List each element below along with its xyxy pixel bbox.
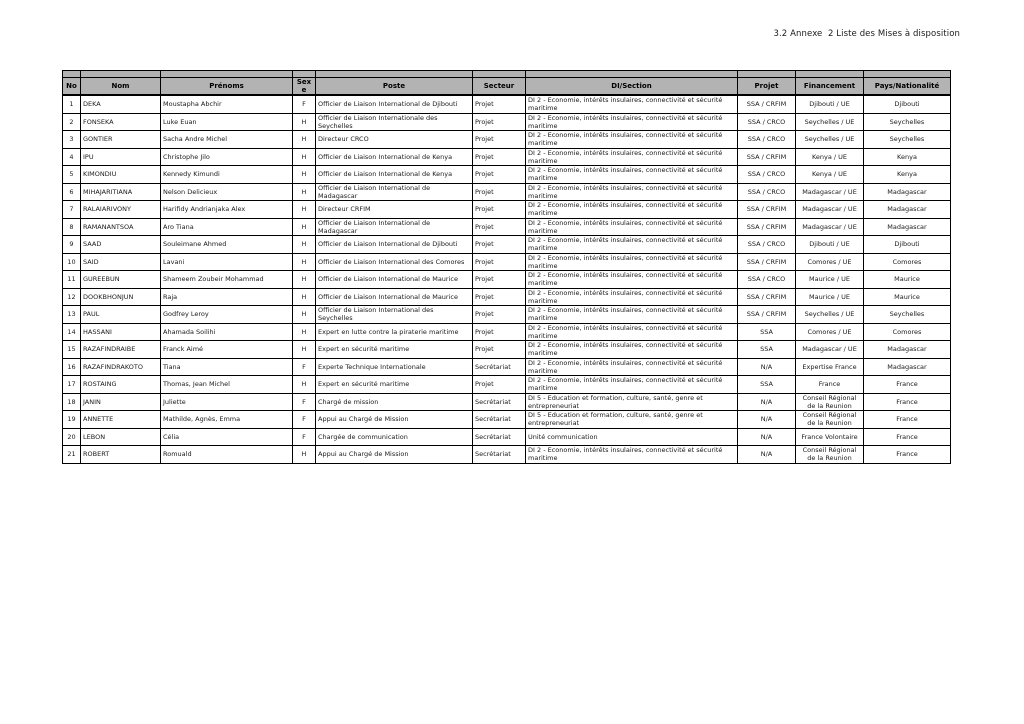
cell-poste: Officier de Liaison Internationale des Seychelles: [316, 113, 473, 131]
cell-projet: SSA / CRFIM: [738, 95, 796, 113]
cell-financement: Madagascar / UE: [796, 341, 864, 359]
cell-no: 5: [63, 166, 81, 184]
cell-nom: DOOKBHONJUN: [81, 288, 161, 306]
cell-secteur: Projet: [473, 113, 526, 131]
cell-prenoms: Juliette: [161, 393, 293, 411]
cell-pays-nationalite: Comores: [864, 323, 951, 341]
cell-nom: IPU: [81, 148, 161, 166]
spacer-row: [63, 71, 951, 78]
cell-projet: SSA / CRCO: [738, 113, 796, 131]
cell-sexe: H: [293, 201, 316, 219]
cell-poste: Expert en lutte contre la piraterie maritime: [316, 323, 473, 341]
cell-no: 10: [63, 253, 81, 271]
spacer-cell: [293, 71, 316, 78]
cell-no: 4: [63, 148, 81, 166]
table-row: [63, 376, 951, 394]
cell-secteur: Projet: [473, 148, 526, 166]
cell-nom: RAZAFINDRAKOTO: [81, 358, 161, 376]
cell-di-section: DI 2 - Economie, intérêts insulaires, connectivité et sécurité maritime: [526, 131, 738, 149]
cell-di-section: DI 2 - Economie, intérêts insulaires, connectivité et sécurité maritime: [526, 183, 738, 201]
cell-secteur: Secrétariat: [473, 428, 526, 446]
cell-financement: Madagascar / UE: [796, 201, 864, 219]
cell-pays-nationalite: France: [864, 376, 951, 394]
spacer-cell: [796, 71, 864, 78]
cell-prenoms: Tiana: [161, 358, 293, 376]
cell-financement: Conseil Régional de la Reunion: [796, 446, 864, 464]
cell-no: 1: [63, 95, 81, 113]
cell-projet: SSA / CRCO: [738, 166, 796, 184]
cell-prenoms: Lavani: [161, 253, 293, 271]
cell-di-section: DI 2 - Economie, intérêts insulaires, connectivité et sécurité maritime: [526, 166, 738, 184]
cell-di-section: DI 5 - Education et formation, culture, santé, genre et entrepreneuriat: [526, 393, 738, 411]
cell-pays-nationalite: Seychelles: [864, 306, 951, 324]
cell-di-section: Unité communication: [526, 428, 738, 446]
table-row: [63, 288, 951, 306]
spacer-cell: [81, 71, 161, 78]
table-row: [63, 411, 951, 429]
table-row: [63, 183, 951, 201]
cell-secteur: Projet: [473, 341, 526, 359]
table-body: [63, 95, 951, 463]
cell-pays-nationalite: Madagascar: [864, 201, 951, 219]
cell-financement: Kenya / UE: [796, 166, 864, 184]
cell-di-section: DI 2 - Economie, intérêts insulaires, connectivité et sécurité maritime: [526, 358, 738, 376]
cell-secteur: Projet: [473, 201, 526, 219]
cell-projet: SSA / CRFIM: [738, 201, 796, 219]
cell-sexe: H: [293, 148, 316, 166]
cell-prenoms: Sacha Andre Michel: [161, 131, 293, 149]
cell-prenoms: Romuald: [161, 446, 293, 464]
cell-financement: Maurice / UE: [796, 288, 864, 306]
cell-nom: KIMONDIU: [81, 166, 161, 184]
cell-nom: ROSTAING: [81, 376, 161, 394]
cell-secteur: Projet: [473, 253, 526, 271]
cell-no: 14: [63, 323, 81, 341]
cell-projet: N/A: [738, 358, 796, 376]
cell-poste: Officier de Liaison International de Kenya: [316, 166, 473, 184]
cell-poste: Expert en sécurité maritime: [316, 376, 473, 394]
cell-sexe: H: [293, 306, 316, 324]
cell-financement: Madagascar / UE: [796, 183, 864, 201]
cell-di-section: DI 2 - Economie, intérêts insulaires, connectivité et sécurité maritime: [526, 95, 738, 113]
cell-no: 2: [63, 113, 81, 131]
cell-pays-nationalite: Madagascar: [864, 341, 951, 359]
cell-poste: Experte Technique Internationale: [316, 358, 473, 376]
cell-no: 17: [63, 376, 81, 394]
cell-poste: Officier de Liaison International de Madagascar: [316, 218, 473, 236]
cell-no: 19: [63, 411, 81, 429]
cell-nom: ANNETTE: [81, 411, 161, 429]
table-row: [63, 271, 951, 289]
cell-prenoms: Mathilde, Agnès, Emma: [161, 411, 293, 429]
cell-projet: SSA / CRCO: [738, 183, 796, 201]
cell-projet: SSA / CRFIM: [738, 253, 796, 271]
cell-nom: RAZAFINDRAIBE: [81, 341, 161, 359]
cell-pays-nationalite: Maurice: [864, 288, 951, 306]
cell-financement: Djibouti / UE: [796, 95, 864, 113]
cell-pays-nationalite: Djibouti: [864, 236, 951, 254]
cell-poste: Expert en sécurité maritime: [316, 341, 473, 359]
cell-prenoms: Moustapha Abchir: [161, 95, 293, 113]
column-header-prenoms: Prénoms: [161, 78, 293, 96]
cell-prenoms: Luke Euan: [161, 113, 293, 131]
cell-di-section: DI 2 - Economie, intérêts insulaires, connectivité et sécurité maritime: [526, 446, 738, 464]
spacer-cell: [316, 71, 473, 78]
cell-nom: PAUL: [81, 306, 161, 324]
cell-financement: Expertise France: [796, 358, 864, 376]
cell-pays-nationalite: Maurice: [864, 271, 951, 289]
staff-table: [62, 70, 951, 464]
cell-projet: N/A: [738, 411, 796, 429]
table-row: [63, 428, 951, 446]
cell-projet: SSA / CRCO: [738, 236, 796, 254]
cell-sexe: F: [293, 95, 316, 113]
page-title: 3.2 Annexe 2 Liste des Mises à disposition: [773, 29, 960, 39]
column-header-projet: Projet: [738, 78, 796, 96]
cell-poste: Appui au Chargé de Mission: [316, 446, 473, 464]
cell-prenoms: Franck Aimé: [161, 341, 293, 359]
cell-nom: JANIN: [81, 393, 161, 411]
cell-financement: France: [796, 376, 864, 394]
cell-prenoms: Aro Tiana: [161, 218, 293, 236]
cell-sexe: F: [293, 428, 316, 446]
cell-pays-nationalite: Kenya: [864, 166, 951, 184]
cell-projet: SSA / CRCO: [738, 271, 796, 289]
cell-di-section: DI 2 - Economie, intérêts insulaires, connectivité et sécurité maritime: [526, 253, 738, 271]
table-head: [63, 71, 951, 96]
table-row: [63, 446, 951, 464]
cell-di-section: DI 2 - Economie, intérêts insulaires, connectivité et sécurité maritime: [526, 148, 738, 166]
cell-no: 8: [63, 218, 81, 236]
cell-sexe: H: [293, 236, 316, 254]
cell-secteur: Secrétariat: [473, 446, 526, 464]
table-row: [63, 218, 951, 236]
cell-nom: SAID: [81, 253, 161, 271]
cell-projet: SSA / CRFIM: [738, 218, 796, 236]
cell-prenoms: Harifidy Andrianjaka Alex: [161, 201, 293, 219]
cell-sexe: F: [293, 393, 316, 411]
cell-secteur: Projet: [473, 288, 526, 306]
cell-poste: Chargé de mission: [316, 393, 473, 411]
cell-prenoms: Godfrey Leroy: [161, 306, 293, 324]
cell-no: 6: [63, 183, 81, 201]
column-header-di-section: DI/Section: [526, 78, 738, 96]
cell-prenoms: Souleimane Ahmed: [161, 236, 293, 254]
cell-prenoms: Thomas, Jean Michel: [161, 376, 293, 394]
cell-sexe: H: [293, 446, 316, 464]
cell-pays-nationalite: Madagascar: [864, 183, 951, 201]
spacer-cell: [738, 71, 796, 78]
cell-nom: LEBON: [81, 428, 161, 446]
cell-financement: Maurice / UE: [796, 271, 864, 289]
cell-nom: RAMANANTSOA: [81, 218, 161, 236]
cell-sexe: H: [293, 131, 316, 149]
cell-prenoms: Christophe Jilo: [161, 148, 293, 166]
cell-no: 21: [63, 446, 81, 464]
table-row: [63, 113, 951, 131]
cell-prenoms: Shameem Zoubeir Mohammad: [161, 271, 293, 289]
cell-no: 3: [63, 131, 81, 149]
cell-secteur: Projet: [473, 271, 526, 289]
cell-no: 12: [63, 288, 81, 306]
cell-secteur: Projet: [473, 306, 526, 324]
column-header-secteur: Secteur: [473, 78, 526, 96]
cell-sexe: H: [293, 376, 316, 394]
cell-projet: SSA: [738, 376, 796, 394]
spacer-cell: [473, 71, 526, 78]
cell-secteur: Secrétariat: [473, 411, 526, 429]
cell-pays-nationalite: France: [864, 428, 951, 446]
cell-poste: Officier de Liaison International des Seychelles: [316, 306, 473, 324]
cell-no: 11: [63, 271, 81, 289]
cell-nom: SAAD: [81, 236, 161, 254]
column-header-pays-nationalite: Pays/Nationalité: [864, 78, 951, 96]
cell-projet: SSA / CRFIM: [738, 306, 796, 324]
cell-pays-nationalite: Kenya: [864, 148, 951, 166]
cell-financement: Seychelles / UE: [796, 131, 864, 149]
cell-poste: Chargée de communication: [316, 428, 473, 446]
table-row: [63, 306, 951, 324]
cell-projet: SSA / CRFIM: [738, 148, 796, 166]
cell-nom: ROBERT: [81, 446, 161, 464]
cell-financement: Madagascar / UE: [796, 218, 864, 236]
cell-pays-nationalite: Seychelles: [864, 131, 951, 149]
cell-poste: Officier de Liaison International de Maurice: [316, 271, 473, 289]
cell-secteur: Projet: [473, 131, 526, 149]
cell-sexe: H: [293, 113, 316, 131]
column-header-financement: Financement: [796, 78, 864, 96]
cell-di-section: DI 2 - Economie, intérêts insulaires, connectivité et sécurité maritime: [526, 323, 738, 341]
cell-di-section: DI 2 - Economie, intérêts insulaires, connectivité et sécurité maritime: [526, 288, 738, 306]
table-row: [63, 393, 951, 411]
cell-pays-nationalite: Seychelles: [864, 113, 951, 131]
table-row: [63, 236, 951, 254]
cell-secteur: Projet: [473, 95, 526, 113]
cell-prenoms: Célia: [161, 428, 293, 446]
cell-secteur: Secrétariat: [473, 393, 526, 411]
cell-pays-nationalite: Djibouti: [864, 95, 951, 113]
cell-di-section: DI 2 - Economie, intérêts insulaires, connectivité et sécurité maritime: [526, 376, 738, 394]
cell-financement: Comores / UE: [796, 253, 864, 271]
cell-di-section: DI 2 - Economie, intérêts insulaires, connectivité et sécurité maritime: [526, 113, 738, 131]
column-header-sexe: Sexe: [293, 78, 316, 96]
table-row: [63, 201, 951, 219]
cell-di-section: DI 2 - Economie, intérêts insulaires, connectivité et sécurité maritime: [526, 271, 738, 289]
cell-financement: Kenya / UE: [796, 148, 864, 166]
table-row: [63, 253, 951, 271]
cell-prenoms: Ahamada Soilihi: [161, 323, 293, 341]
cell-prenoms: Kennedy Kimundi: [161, 166, 293, 184]
spacer-cell: [161, 71, 293, 78]
cell-no: 13: [63, 306, 81, 324]
cell-nom: GONTIER: [81, 131, 161, 149]
cell-no: 20: [63, 428, 81, 446]
cell-projet: SSA / CRFIM: [738, 288, 796, 306]
cell-projet: N/A: [738, 428, 796, 446]
cell-di-section: DI 2 - Economie, intérêts insulaires, connectivité et sécurité maritime: [526, 201, 738, 219]
cell-nom: DEKA: [81, 95, 161, 113]
cell-pays-nationalite: France: [864, 411, 951, 429]
cell-nom: GUREEBUN: [81, 271, 161, 289]
cell-secteur: Secrétariat: [473, 358, 526, 376]
cell-projet: SSA: [738, 341, 796, 359]
cell-financement: Conseil Régional de la Reunion: [796, 393, 864, 411]
cell-poste: Officier de Liaison International de Madagascar: [316, 183, 473, 201]
column-header-nom: Nom: [81, 78, 161, 96]
cell-nom: FONSEKA: [81, 113, 161, 131]
cell-poste: Officier de Liaison International de Djibouti: [316, 95, 473, 113]
cell-projet: SSA / CRCO: [738, 131, 796, 149]
cell-pays-nationalite: Comores: [864, 253, 951, 271]
table-row: [63, 323, 951, 341]
cell-no: 9: [63, 236, 81, 254]
cell-poste: Directeur CRFIM: [316, 201, 473, 219]
table-row: [63, 95, 951, 113]
cell-sexe: H: [293, 323, 316, 341]
cell-no: 16: [63, 358, 81, 376]
cell-poste: Officier de Liaison International des Comores: [316, 253, 473, 271]
cell-financement: Comores / UE: [796, 323, 864, 341]
cell-nom: RALAIARIVONY: [81, 201, 161, 219]
cell-sexe: H: [293, 341, 316, 359]
cell-di-section: DI 2 - Economie, intérêts insulaires, connectivité et sécurité maritime: [526, 236, 738, 254]
cell-prenoms: Raja: [161, 288, 293, 306]
cell-projet: N/A: [738, 446, 796, 464]
cell-sexe: H: [293, 253, 316, 271]
cell-no: 15: [63, 341, 81, 359]
cell-pays-nationalite: Madagascar: [864, 358, 951, 376]
cell-pays-nationalite: France: [864, 393, 951, 411]
column-header-poste: Poste: [316, 78, 473, 96]
table-row: [63, 131, 951, 149]
table-row: [63, 166, 951, 184]
cell-no: 7: [63, 201, 81, 219]
cell-secteur: Projet: [473, 183, 526, 201]
cell-prenoms: Nelson Delicieux: [161, 183, 293, 201]
cell-sexe: H: [293, 288, 316, 306]
cell-secteur: Projet: [473, 218, 526, 236]
cell-nom: HASSANI: [81, 323, 161, 341]
table-row: [63, 341, 951, 359]
cell-projet: N/A: [738, 393, 796, 411]
cell-financement: Conseil Régional de la Reunion: [796, 411, 864, 429]
cell-sexe: F: [293, 411, 316, 429]
cell-poste: Appui au Chargé de Mission: [316, 411, 473, 429]
spacer-cell: [63, 71, 81, 78]
cell-secteur: Projet: [473, 323, 526, 341]
cell-poste: Officier de Liaison International de Djibouti: [316, 236, 473, 254]
cell-di-section: DI 2 - Economie, intérêts insulaires, connectivité et sécurité maritime: [526, 341, 738, 359]
cell-no: 18: [63, 393, 81, 411]
spacer-cell: [864, 71, 951, 78]
cell-pays-nationalite: France: [864, 446, 951, 464]
column-header-no: No: [63, 78, 81, 96]
cell-financement: Djibouti / UE: [796, 236, 864, 254]
cell-financement: France Volontaire: [796, 428, 864, 446]
cell-nom: MIHAJARITIANA: [81, 183, 161, 201]
cell-financement: Seychelles / UE: [796, 306, 864, 324]
cell-financement: Seychelles / UE: [796, 113, 864, 131]
cell-sexe: H: [293, 271, 316, 289]
header-row: [63, 78, 951, 96]
cell-sexe: H: [293, 166, 316, 184]
table-row: [63, 148, 951, 166]
cell-sexe: H: [293, 218, 316, 236]
cell-sexe: F: [293, 358, 316, 376]
cell-secteur: Projet: [473, 236, 526, 254]
cell-pays-nationalite: Madagascar: [864, 218, 951, 236]
cell-secteur: Projet: [473, 376, 526, 394]
cell-di-section: DI 2 - Economie, intérêts insulaires, connectivité et sécurité maritime: [526, 306, 738, 324]
cell-projet: SSA: [738, 323, 796, 341]
cell-di-section: DI 5 - Education et formation, culture, santé, genre et entrepreneuriat: [526, 411, 738, 429]
cell-di-section: DI 2 - Economie, intérêts insulaires, connectivité et sécurité maritime: [526, 218, 738, 236]
cell-poste: Officier de Liaison International de Maurice: [316, 288, 473, 306]
cell-secteur: Projet: [473, 166, 526, 184]
cell-poste: Officier de Liaison International de Kenya: [316, 148, 473, 166]
spacer-cell: [526, 71, 738, 78]
cell-sexe: H: [293, 183, 316, 201]
cell-poste: Directeur CRCO: [316, 131, 473, 149]
table-row: [63, 358, 951, 376]
